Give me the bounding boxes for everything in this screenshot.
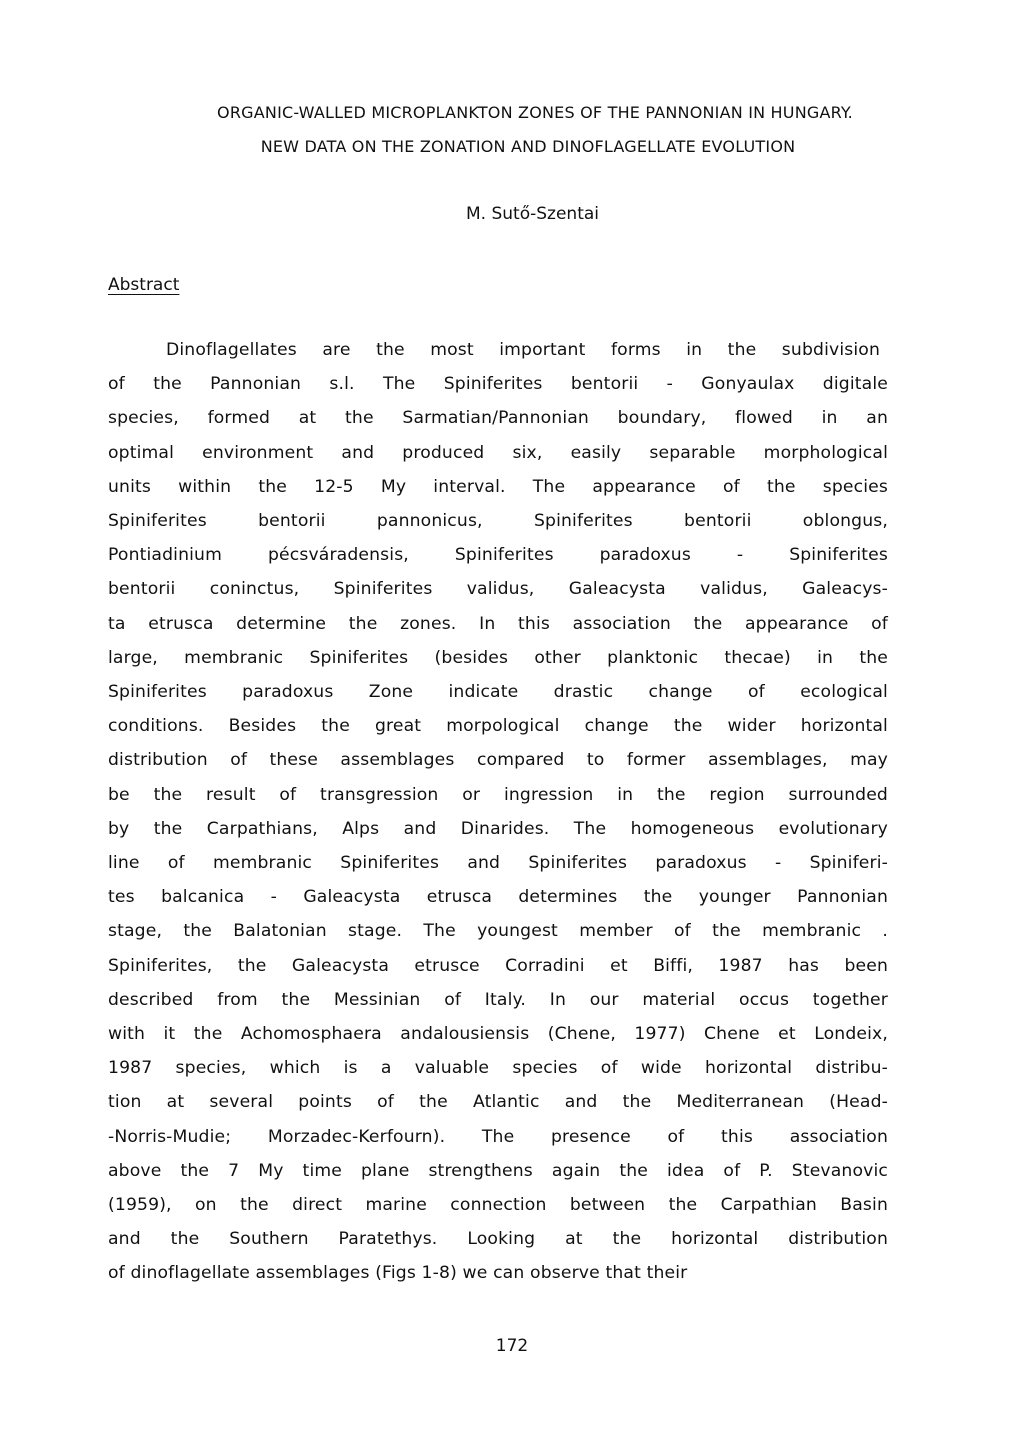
abstract-line: above the 7 My time plane strengthens again the idea of P. Stevanovic bbox=[108, 1160, 888, 1181]
abstract-line: -Norris-Mudie; Morzadec-Kerfourn). The presence of this association bbox=[108, 1126, 888, 1147]
author-name: M. Sutő-Szentai bbox=[466, 204, 599, 224]
abstract-line: tes balcanica - Galeacysta etrusca determines the younger Pannonian bbox=[108, 887, 888, 908]
abstract-line: Pontiadinium pécsváradensis, Spiniferites paradoxus - Spiniferites bbox=[108, 545, 888, 566]
abstract-heading: Abstract bbox=[108, 275, 180, 295]
abstract-line: Dinoflagellates are the most important forms in the subdivision bbox=[166, 340, 880, 360]
abstract-line: species, formed at the Sarmatian/Pannonian boundary, flowed in an bbox=[108, 408, 888, 429]
abstract-line: and the Southern Paratethys. Looking at the horizontal distribution bbox=[108, 1229, 888, 1250]
abstract-line: optimal environment and produced six, easily separable morphological bbox=[108, 442, 888, 463]
abstract-line: ta etrusca determine the zones. In this association the appearance of bbox=[108, 613, 888, 634]
title-line-1: ORGANIC-WALLED MICROPLANKTON ZONES OF THE PANNONIAN IN HUNGARY. bbox=[217, 103, 853, 122]
abstract-line: bentorii coninctus, Spiniferites validus, Galeacysta validus, Galeacys- bbox=[108, 579, 888, 600]
abstract-line: Spiniferites paradoxus Zone indicate drastic change of ecological bbox=[108, 682, 888, 702]
abstract-line: with it the Achomosphaera andalousiensis (Chene, 1977) Chene et Londeix, bbox=[108, 1024, 888, 1044]
abstract-line: (1959), on the direct marine connection between the Carpathian Basin bbox=[108, 1195, 888, 1215]
title-line-2: NEW DATA ON THE ZONATION AND DINOFLAGELLATE EVOLUTION bbox=[260, 137, 796, 156]
abstract-line: stage, the Balatonian stage. The youngest member of the membranic . bbox=[108, 921, 888, 942]
page-number: 172 bbox=[495, 1336, 529, 1356]
abstract-line: be the result of transgression or ingression in the region surrounded bbox=[108, 784, 888, 805]
abstract-line: described from the Messinian of Italy. In our material occus together bbox=[108, 989, 888, 1010]
abstract-line: distribution of these assemblages compared to former assemblages, may bbox=[108, 750, 888, 771]
abstract-line: of dinoflagellate assemblages (Figs 1-8) we can observe that their bbox=[108, 1263, 688, 1284]
abstract-line: large, membranic Spiniferites (besides other planktonic thecae) in the bbox=[108, 647, 888, 668]
abstract-line: of the Pannonian s.l. The Spiniferites bentorii - Gonyaulax digitale bbox=[108, 374, 888, 395]
abstract-line: conditions. Besides the great morpological change the wider horizontal bbox=[108, 716, 888, 737]
abstract-line: by the Carpathians, Alps and Dinarides. The homogeneous evolutionary bbox=[108, 818, 888, 839]
abstract-line: Spiniferites bentorii pannonicus, Spiniferites bentorii oblongus, bbox=[108, 511, 888, 531]
abstract-line: 1987 species, which is a valuable species of wide horizontal distribu- bbox=[108, 1058, 888, 1079]
abstract-line: units within the 12-5 My interval. The appearance of the species bbox=[108, 476, 888, 497]
abstract-line: Spiniferites, the Galeacysta etrusce Corradini et Biffi, 1987 has been bbox=[108, 955, 888, 976]
abstract-line: tion at several points of the Atlantic and the Mediterranean (Head- bbox=[108, 1092, 888, 1113]
abstract-line: line of membranic Spiniferites and Spiniferites paradoxus - Spiniferi- bbox=[108, 853, 888, 873]
